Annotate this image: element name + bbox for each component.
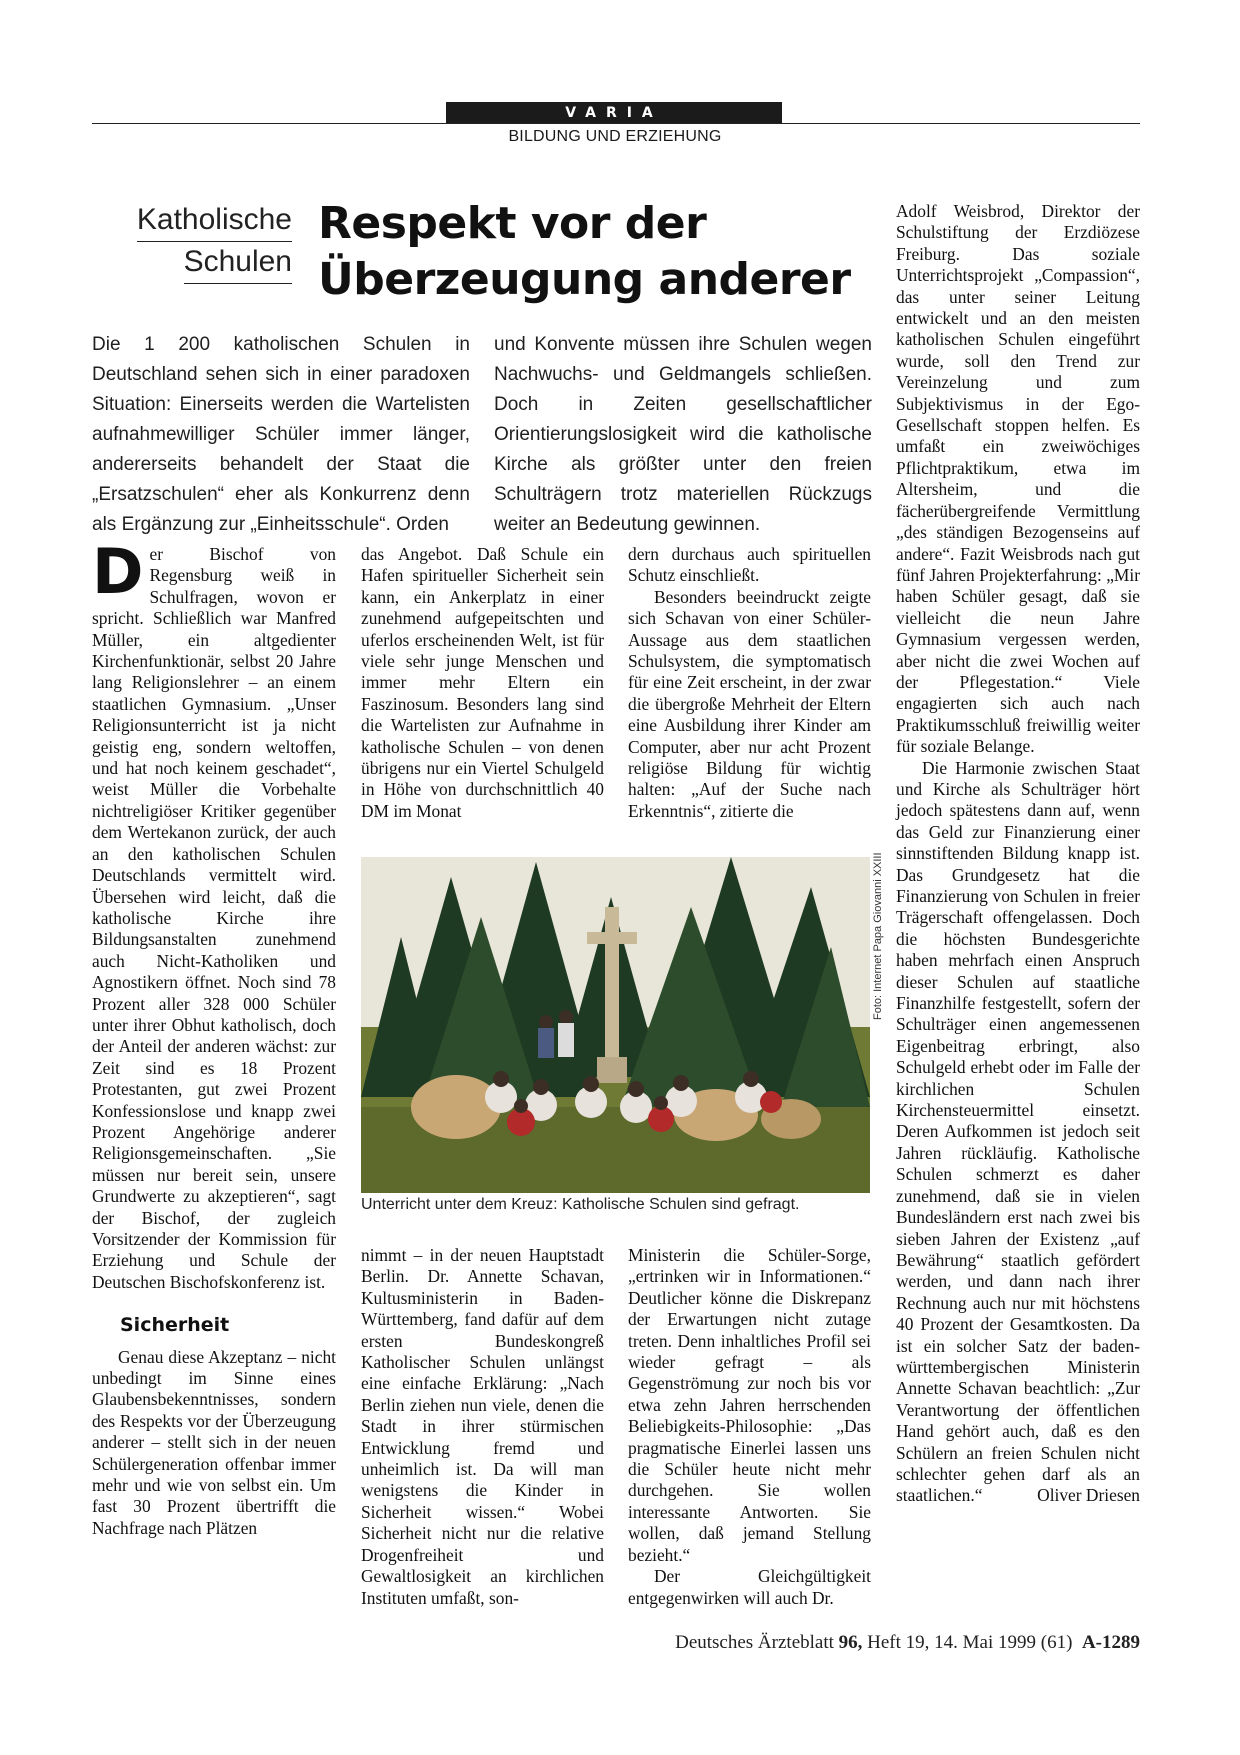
paragraph-text: Die Harmonie zwischen Staat und Kirche als Schulträger hört jedoch spätestens dann auf, wenn das Geld zur Finanzierung einer sinnstiftenden Bildung knapp ist. Das Grundgesetz hat die Finanzierung von Schulen in freier Trägerschaft offengelassen. Doch die höchsten Bundesgerichte haben mehrfach einen Anspruch dieser Schulen auf staatliche Finanzhilfe festgestellt, sofern der Schulträger einen angemessenen Eigenbeitrag erbringt, also Schulgeld erhebt oder im Falle der kirchlichen Schulen Kirchensteuermittel einsetzt. Deren Aufkommen ist jedoch seit Jahren rückläufig. Katholische Schulen schmerzt es daher zunehmend, daß sie in vielen Bundesländern erst nach zwei bis sieben Jahren der Existenz „auf Bewährung“ staatlich gefördert werden, und dann nach ihrer Rechnung auch nur mit höchstens 40 Prozent der Gesamtkosten. Da ist ein solcher Satz der baden-württembergischen Ministerin Annette Schavan beachtlich: „Zur Verantwortung der öffentlichen Hand gehört auch, daß es den Schülern an freien Schulen nicht schlechter gehen darf als an staatlichen.“: [896, 757, 1140, 1506]
photo-image: [361, 857, 870, 1193]
article-photo: [361, 857, 870, 1193]
photo-caption: Unterricht unter dem Kreuz: Katholische Schulen sind gefragt.: [361, 1196, 800, 1213]
author: Oliver Driesen: [1037, 1485, 1140, 1506]
column-2-bottom: [361, 1245, 604, 1609]
paragraph: Genau diese Akzeptanz – nicht unbedingt im Sinne eines Glaubensbekenntnisses, sondern des Respekts vor der Überzeugung anderer – stellt sich in der neuen Schülergeneration offenbar immer mehr und wie von selbst ein. Um fast 30 Prozent übertrifft die Nachfrage nach Plätzen: [92, 1346, 336, 1538]
paragraph: nimmt – in der neuen Hauptstadt Berlin. Dr. Annette Schavan, Kultusministerin in Baden-Württemberg, fand dafür auf dem ersten Bundeskongreß Katholischer Schulen unlängst eine einfache Erklärung: „Nach Berlin ziehen nun viele, denen die Stadt in ihrer stürmischen Entwicklung fremd und unheimlich ist. Da will man wenigstens die Kinder in Sicherheit wissen.“ Wobei Sicherheit nicht nur die relative Drogenfreiheit und Gewaltlosigkeit an kirchlichen Instituten umfaßt, son-: [361, 1245, 604, 1608]
journal-issue: Heft 19, 14. Mai 1999 (61): [867, 1632, 1073, 1653]
page-number: A-1289: [1081, 1632, 1140, 1653]
rubric-bar: [446, 102, 782, 124]
paragraph: Ministerin die Schüler-Sorge, „ertrinken wir in Informationen.“ Deutlicher könne die Diskrepanz der Erwartungen nicht zutage treten. Denn inhaltliches Profil sei wieder gefragt – als Gegenströmung zur noch bis vor etwa zehn Jahren herrschenden Beliebigkeits-Philosophie: „Das pragmatische Einerlei lassen uns die Schüler heute nicht mehr durchgehen. Sie wollen interessante Antworten. Sie wollen, daß jemand Stellung bezieht.“: [628, 1245, 871, 1565]
paragraph: Adolf Weisbrod, Direktor der Schulstiftung der Erzdiözese Freiburg. Das soziale Unterrichtsprojekt „Compassion“, das unter seiner Leitung entwickelt und an den meisten katholischen Schulen eingeführt wurde, soll den Trend zur Vereinzelung und zum Subjektivismus in der Ego-Gesellschaft stoppen helfen. Es umfaßt ein zweiwöchiges Pflichtpraktikum, etwa im Altersheim, und die fächerübergreifende Vermittlung „des ständigen Bezogenseins auf andere“. Fazit Weisbrods nach gut fünf Jahren Projekterfahrung: „Mir haben Schüler gesagt, daß sie vielleicht die neun Jahre Gymnasium vergessen werden, aber nicht die zwei Wochen auf der Pflegestation.“ Viele engagierten sich auch nach Praktikumsschluß freiwillig weiter für soziale Belange.: [896, 201, 1140, 757]
column-2-top: [361, 544, 604, 822]
column-3-top: [628, 544, 871, 822]
paragraph: Besonders beeindruckt zeigte sich Schavan von einer Schüler-Aussage aus dem staatlichen Schulsystem, die symptomatisch für eine Zeit erscheint, in der zwar die übergroße Mehrheit der Eltern eine Ausbildung ihrer Kinder am Computer, aber nur acht Prozent religiöse Bildung für wichtig halten: „Auf der Suche nach Erkenntnis“, zitierte die: [628, 586, 871, 821]
headline-line-2: Überzeugung anderer: [318, 254, 851, 305]
headline: [318, 196, 878, 308]
column-4: [896, 201, 1140, 1507]
paragraph: das Angebot. Daß Schule ein Hafen spiritueller Sicherheit sein kann, ein Ankerplatz in einer zunehmend aufgepeitschten und uferlos erscheinenden Welt, ist für viele sehr junge Menschen und immer mehr Eltern ein Faszinosum. Besonders lang sind die Wartelisten zur Aufnahme in katholische Schulen – von denen übrigens nur ein Viertel Schulgeld in Höhe von durchschnittlich 40 DM im Monat: [361, 544, 604, 821]
kicker-line-1: Katholische: [137, 200, 292, 242]
journal-name: Deutsches Ärzteblatt: [675, 1632, 834, 1653]
lead-left: Die 1 200 katholischen Schulen in Deutschland sehen sich in einer paradoxen Situation: Einerseits werden die Wartelisten aufnahmewilliger Schüler immer länger, andererseits behandelt der Staat die „Ersatzschulen“ eher als Konkurrenz denn als Ergänzung zur „Einheitsschule“. Orden: [92, 334, 470, 535]
journal-volume: 96,: [838, 1632, 863, 1653]
lead-right: und Konvente müssen ihre Schulen wegen Nachwuchs- und Geldmangels schließen. Doch in Zeiten gesellschaftlicher Orientierungslosigkeit wird die katholische Kirche als größter unter den freien Schulträgern trotz materiellen Rückzugs weiter an Bedeutung gewinnen.: [494, 334, 872, 535]
column-1: [92, 535, 336, 1539]
kicker-line-2: Schulen: [184, 242, 292, 284]
rubric-name: VARIA: [565, 105, 663, 121]
paragraph: [896, 758, 1140, 1507]
kicker: [120, 200, 292, 284]
paragraph: [92, 535, 336, 1293]
drop-cap: D: [92, 535, 144, 608]
photo-credit: Foto: Internet Papa Giovanni XXIII: [872, 852, 884, 1020]
section-label: BILDUNG UND ERZIEHUNG: [508, 128, 722, 145]
paragraph: dern durchaus auch spirituellen Schutz einschließt.: [628, 544, 871, 586]
column-3-bottom: [628, 1245, 871, 1609]
column-1-text: er Bischof von Regensburg weiß in Schulfragen, wovon er spricht. Schließlich war Manfred Müller, ein altgedienter Kirchenfunktionär, selbst 20 Jahre lang Religionslehrer – an einem staatlichen Gymnasium. „Unser Religionsunterricht ist ja nicht geistig eng, sondern weltoffen, und hat noch keinem geschadet“, weist Müller die Vorbehalte nichtreligiöser Kritiker gegenüber dem Wertekanon zurück, der auch an den katholischen Schulen Deutschlands vermittelt wird. Übersehen wird leicht, daß die katholische Kirche ihre Bildungsanstalten zunehmend auch Nicht-Katholiken und Agnostikern öffnet. Noch sind 78 Prozent aller 328 000 Schüler unter ihrer Obhut katholisch, doch der Anteil der anderen wächst: zur Zeit sind es 18 Prozent Protestanten, gut zwei Prozent Konfessionslose und knapp zwei Prozent Angehörige anderer Religionsgemeinschaften. „Sie müssen nur bereit sein, unsere Grundwerte zu akzeptieren“, sagt der Bischof, der zugleich Vorsitzender der Kommission für Erziehung und Schule der Deutschen Bischofskonferenz ist.: [92, 544, 336, 1292]
subheading: Sicherheit: [120, 1314, 230, 1337]
headline-line-1: Respekt vor der: [318, 198, 707, 249]
page-footer: [560, 1632, 1140, 1654]
rubric-rule: [92, 123, 1140, 124]
paragraph: Der Gleichgültigkeit entgegenwirken will auch Dr.: [628, 1566, 871, 1608]
